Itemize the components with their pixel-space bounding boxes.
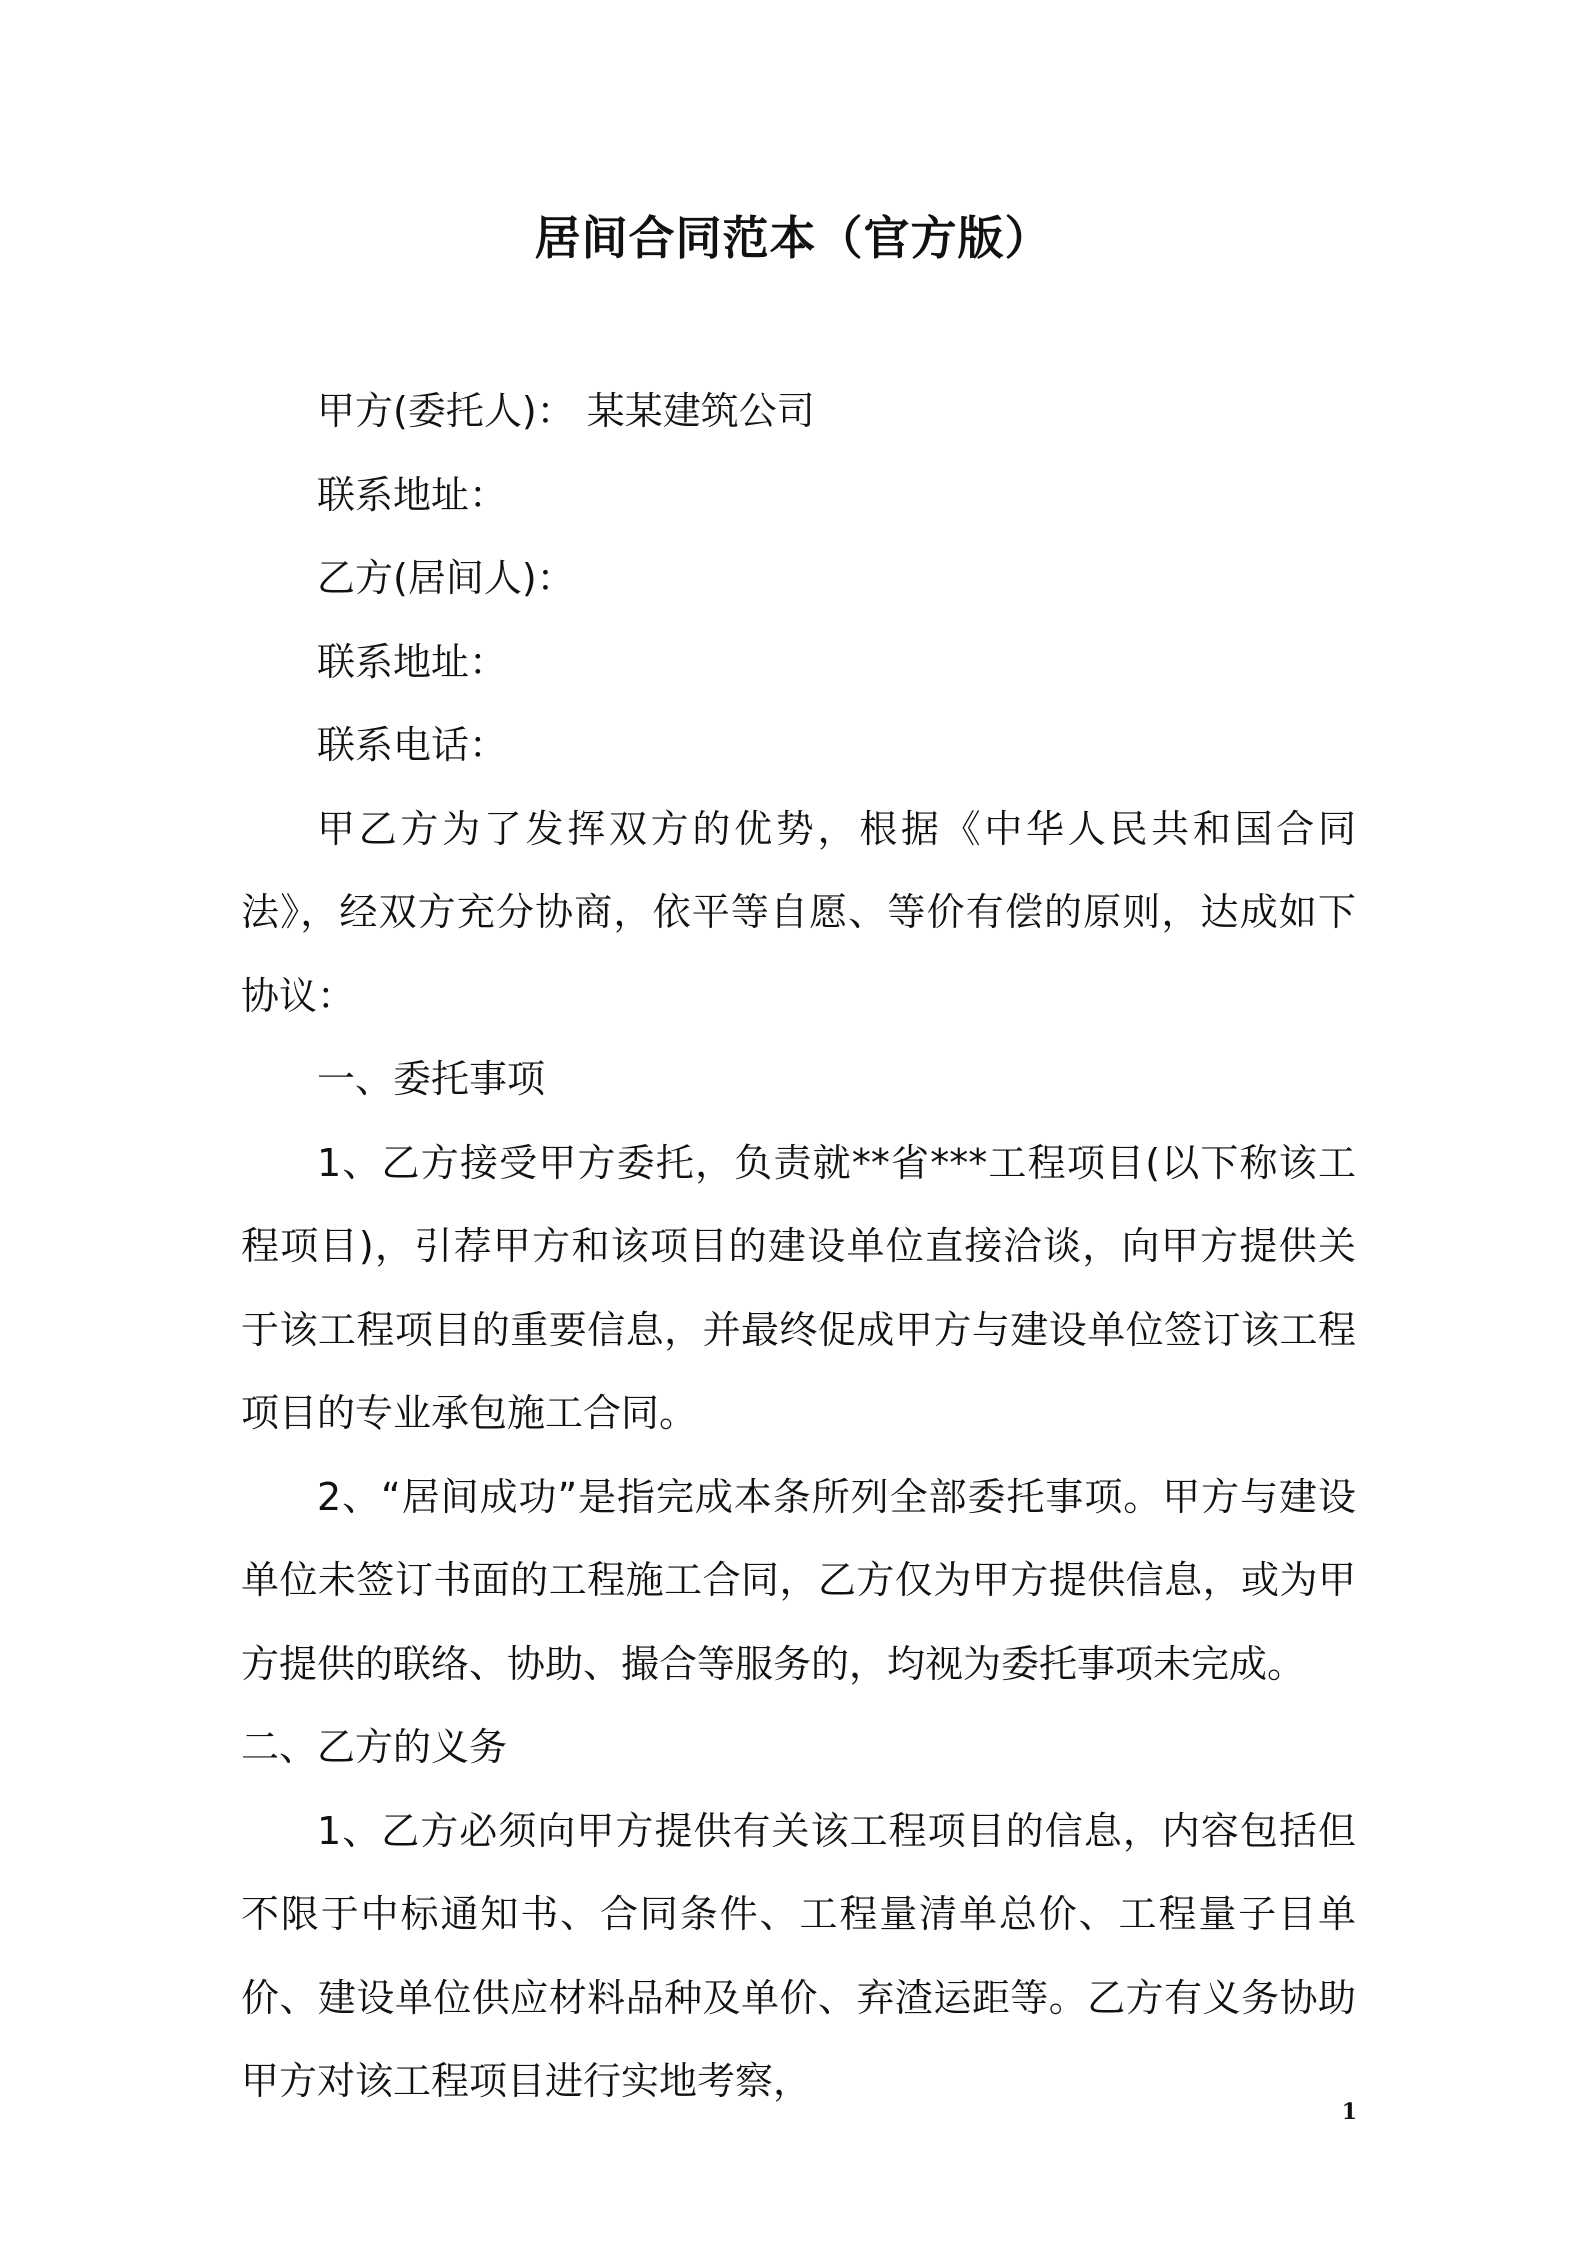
section-heading-party-b-obligations: 二、乙方的义务 — [241, 1725, 508, 1769]
preamble-paragraph: 甲乙方为了发挥双方的优势，根据《中华人民共和国合同法》，经双方充分协商，依平等自愿、等价有偿的原则，达成如下协议： — [241, 806, 1356, 1018]
document-body — [241, 370, 1356, 2124]
document-title: 居间合同范本（官方版） — [534, 211, 1052, 265]
clause-1-1-paragraph: 1、乙方接受甲方委托，负责就**省***工程项目(以下称该工程项目)，引荐甲方和该项目的建设单位直接洽谈，向甲方提供关于该工程项目的重要信息，并最终促成甲方与建设单位签订该工程项目的专业承包施工合同。 — [241, 1140, 1356, 1435]
party-a-address-line: 联系地址： — [317, 472, 508, 517]
clause-2-1-paragraph: 1、乙方必须向甲方提供有关该工程项目的信息，内容包括但不限于中标通知书、合同条件、工程量清单总价、工程量子目单价、建设单位供应材料品种及单价、弃渣运距等。乙方有义务协助甲方对该工程项目进行实地考察， — [241, 1808, 1356, 2103]
section-heading-entrusted-matters: 一、委托事项 — [317, 1057, 546, 1101]
clause-1-2-paragraph: 2、“居间成功”是指完成本条所列全部委托事项。甲方与建设单位未签订书面的工程施工合同，乙方仅为甲方提供信息，或为甲方提供的联络、协助、撮合等服务的，均视为委托事项未完成。 — [241, 1474, 1356, 1686]
party-b-phone-line: 联系电话： — [317, 723, 508, 767]
party-b-line: 乙方(居间人)： — [317, 556, 575, 600]
party-b-address-line: 联系地址： — [317, 639, 508, 684]
party-a-line: 甲方(委托人)： 某某建筑公司 — [317, 389, 815, 433]
page-number: 1 — [1341, 2099, 1357, 2125]
